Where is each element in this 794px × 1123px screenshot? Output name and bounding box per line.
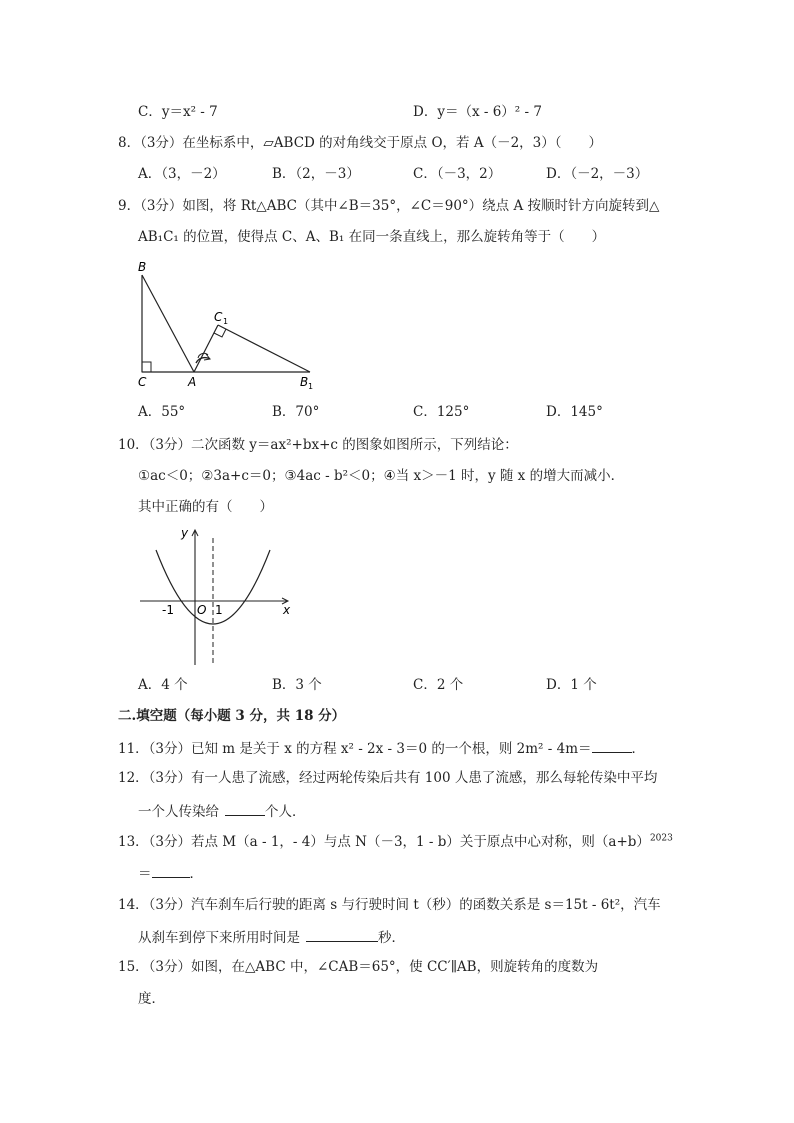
q12-line1: 12．（3分）有一人患了流感，经过两轮传染后共有 100 人患了流感，那么每轮传染中平均 — [118, 770, 658, 786]
q8-option-b: B．（2，－3） — [272, 166, 360, 182]
q10-option-c: C．2 个 — [413, 677, 464, 693]
q9-stem-line2: AB₁C₁ 的位置，使得点 C、A、B₁ 在同一条直线上，那么旋转角等于（ ） — [138, 229, 606, 245]
q12-line2 — [138, 801, 306, 821]
q11-text: 11．（3分）已知 m 是关于 x 的方程 x² - 2x - 3＝0 的一个根，则 2m² - 4m＝ — [118, 741, 592, 757]
q13-equals: ＝ — [138, 866, 152, 882]
q10-figure-parabola — [138, 520, 303, 668]
q13-line2 — [138, 863, 203, 883]
q13-answer-blank[interactable] — [152, 863, 190, 878]
q9-option-d: D．145° — [546, 404, 603, 420]
q13-text: 13．（3分）若点 M（a - 1，- 4）与点 N（－3，1 - b）关于原点中心对称，则（a+b） — [118, 834, 650, 850]
q15-line1: 15．（3分）如图，在△ABC 中，∠CAB＝65°，使 CC′∥AB，则旋转角的度数为 — [118, 959, 599, 975]
q10-conditions: ①ac＜0；②3a+c＝0；③4ac - b²＜0；④当 x＞－1 时，y 随 x 的增大而减小． — [138, 468, 625, 484]
q7-option-d: D．y＝（x - 6）² - 7 — [413, 104, 542, 120]
q9-option-b: B．70° — [272, 404, 320, 420]
q11-end: ． — [631, 741, 646, 757]
q10-label-x: x — [283, 603, 291, 617]
q10-label-neg1: -1 — [162, 603, 174, 617]
q9-option-a: A．55° — [138, 404, 186, 420]
q10-option-b: B．3 个 — [272, 677, 322, 693]
q14-text: 从刹车到停下来所用时间是 — [138, 930, 300, 946]
q14-line1: 14．（3分）汽车刹车后行驶的距离 s 与行驶时间 t（秒）的函数关系是 s＝15t - 6t²，汽车 — [118, 897, 661, 913]
q7-option-c: C．y＝x² - 7 — [138, 104, 218, 120]
q9-label-c: C — [138, 375, 147, 389]
q8-option-c: C．（－3，2） — [413, 166, 502, 182]
q9-label-c1: C — [214, 310, 223, 324]
q14-end: 秒． — [378, 930, 405, 946]
q9-label-b1: B — [300, 375, 309, 389]
q8-stem: 8．（3分）在坐标系中，▱ABCD 的对角线交于原点 O，若 A（－2，3）（ ） — [118, 135, 603, 151]
q9-label-b: B — [138, 260, 147, 274]
q9-label-a: A — [188, 375, 197, 389]
q10-prompt: 其中正确的有（ ） — [138, 499, 273, 515]
q9-stem-line1: 9．（3分）如图，将 Rt△ABC（其中∠B＝35°，∠C＝90°）绕点 A 按顺时针方向旋转到△ — [118, 198, 660, 214]
q14-line2 — [138, 927, 405, 947]
section-fill-in-title: 二.填空题（每小题 3 分，共 18 分） — [118, 708, 346, 724]
q13-end: ． — [189, 866, 203, 882]
q11-answer-blank[interactable] — [592, 738, 632, 753]
q9-label-b1-sub: 1 — [308, 382, 314, 391]
q12-text: 一个人传染给 — [138, 804, 219, 820]
q10-label-origin: O — [197, 603, 207, 617]
q9-label-c1-sub: 1 — [223, 317, 229, 326]
q13-power: 2023 — [649, 833, 673, 844]
q8-option-d: D．（－2，－3） — [546, 166, 649, 182]
q10-label-one: 1 — [215, 603, 223, 617]
q10-stem: 10．（3分）二次函数 y＝ax²+bx+c 的图象如图所示，下列结论： — [118, 437, 518, 453]
q14-answer-blank[interactable] — [306, 927, 378, 942]
q12-end: 个人． — [265, 804, 306, 820]
q11-line — [118, 738, 645, 758]
q10-label-y: y — [181, 526, 189, 540]
q12-answer-blank[interactable] — [225, 801, 265, 816]
q10-option-a: A．4 个 — [138, 677, 188, 693]
q13-line1 — [118, 833, 673, 851]
q10-option-d: D．1 个 — [546, 677, 597, 693]
q15-line2: 度． — [138, 991, 165, 1007]
q9-figure-triangle — [130, 255, 330, 395]
q9-option-c: C．125° — [413, 404, 470, 420]
q8-option-a: A．（3，－2） — [138, 166, 226, 182]
